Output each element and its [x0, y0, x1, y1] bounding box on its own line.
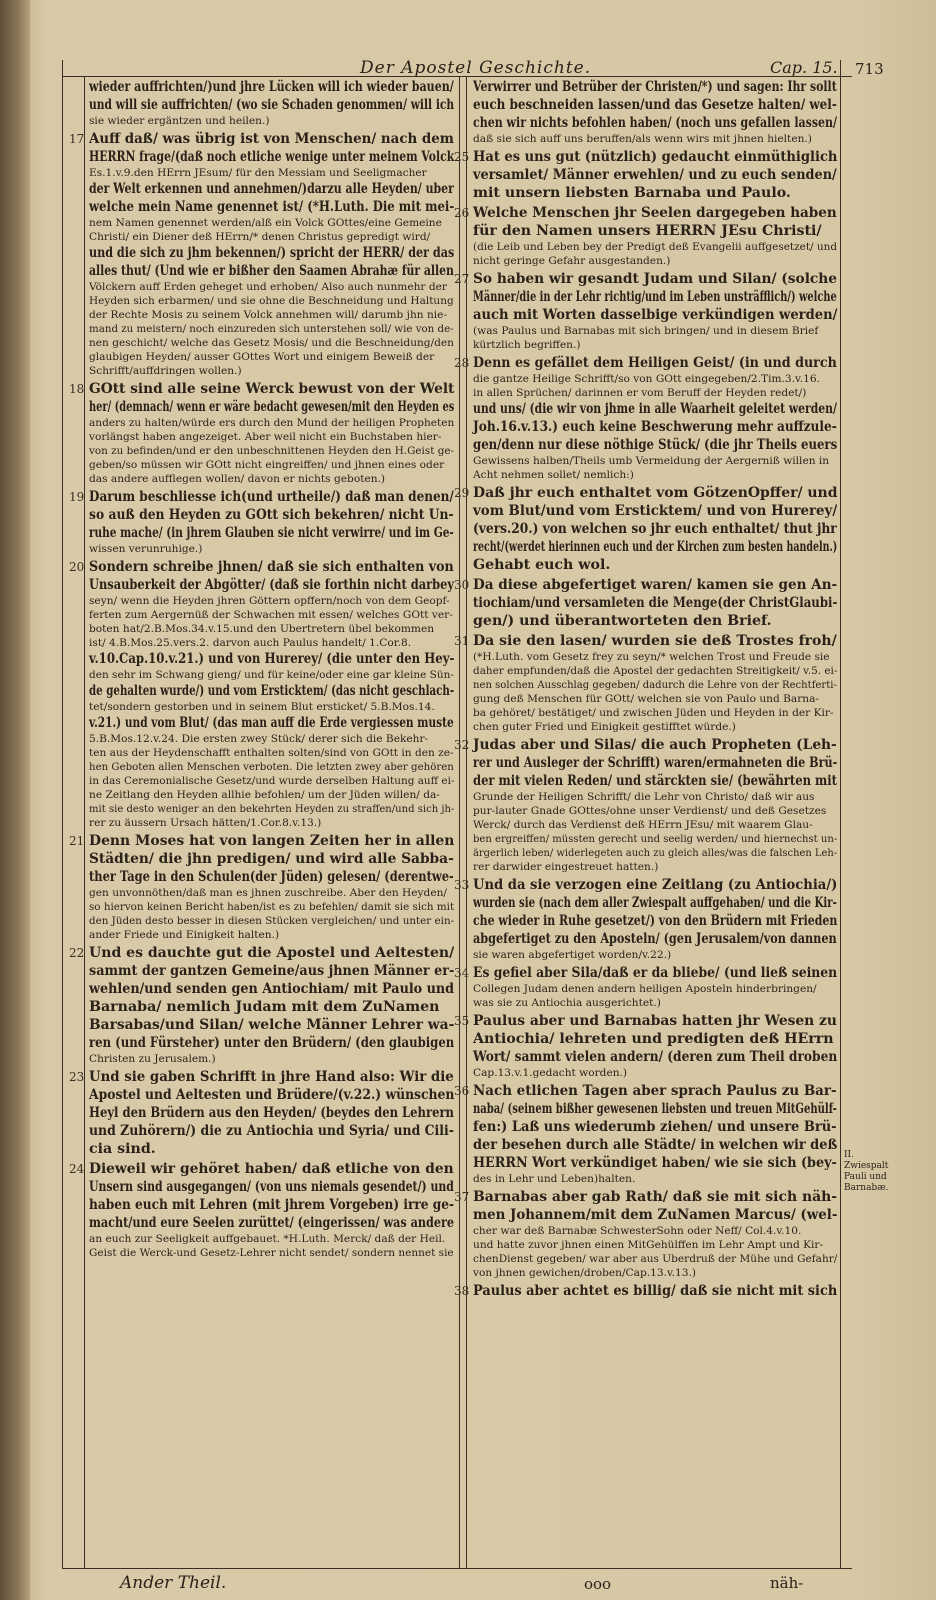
text-line: Dieweil wir gehöret haben/ daß etliche von den — [89, 1161, 454, 1177]
verse-block — [473, 78, 837, 146]
text-line: und uns/ (die wir von jhme in alle Waarheit geleitet werden/ — [473, 401, 837, 417]
text-line: chenDienst gegeben/ war aber aus Uberdruß der Mühe und Gefahr/ — [473, 1253, 838, 1265]
text-line: (was Paulus und Barnabas mit sich bringen/ und in diesem Brief — [473, 325, 819, 337]
text-line: Werck/ durch das Verdienst deß HErrn JEsu/ mit waarem Glau- — [473, 819, 813, 831]
signature-mark: ooo — [584, 1575, 612, 1593]
verse-block — [473, 1188, 837, 1280]
text-line: Heyl den Brüdern aus den Heyden/ (beydes den Lehrern — [89, 1105, 454, 1121]
column-rule-a — [459, 76, 460, 1568]
text-line: wissen verunruhige.) — [89, 543, 203, 555]
text-line: 5.B.Mos.12.v.24. Die ersten zwey Stück/ derer sich die Bekehr- — [89, 733, 429, 745]
text-line: v.21.) und vom Blut/ (das man auff die Erde vergiessen muste — [89, 715, 454, 731]
text-line: von zu befinden/und er den unbeschnittenen Heyden den H.Geist ge- — [89, 445, 455, 457]
text-line: ne Zeitlang den Heyden allhie befohlen/ um der Jüden willen/ da- — [89, 789, 440, 801]
text-line: ther Tage in den Schulen(der Jüden) gelesen/ (derentwe- — [89, 869, 454, 885]
verse-block — [473, 576, 837, 630]
text-line: Acht nehmen sollet/ nemlich:) — [473, 469, 634, 481]
text-line: was sie zu Antiochia ausgerichtet.) — [473, 997, 661, 1009]
text-line: Christi/ ein Diener deß HErrn/* denen Christus gepredigt wird/ — [89, 231, 431, 243]
verse-number: 33 — [454, 878, 470, 892]
text-line: Städten/ die jhn predigen/ und wird alle Sabba- — [89, 851, 454, 867]
text-line: ren (und Fürsteher) unter den Brüdern/ (den glaubigen — [89, 1035, 455, 1051]
text-line: (die Leib und Leben bey der Predigt deß Evangelii auffgesetzet/ und — [473, 241, 838, 253]
text-line: welche mein Name genennet ist/ (*H.Luth. Die mit mei- — [89, 199, 455, 215]
margin-note: II. Zwiespalt Pauli und Barnabæ. — [844, 1150, 889, 1193]
text-line: der Rechte Mosis zu seinem Volck annehmen will/ darumb jhn nie- — [89, 309, 448, 321]
text-line: wehlen/und senden gen Antiochiam/ mit Paulo und — [89, 981, 455, 997]
running-title: Der Apostel Geschichte. — [360, 58, 592, 78]
text-line: Nach etlichen Tagen aber sprach Paulus zu Bar- — [473, 1083, 837, 1099]
verse-number: 20 — [69, 560, 85, 574]
text-line: ärgerlich leben/ widerlegeten auch zu gleich alles/was die falschen Leh- — [473, 847, 838, 859]
verse-block — [473, 736, 837, 874]
verse-number: 23 — [69, 1070, 85, 1084]
text-line: GOtt sind alle seine Werck bewust von der Welt — [89, 381, 455, 397]
text-line: wieder auffrichten/)und jhre Lücken will ich wieder bauen/ — [89, 79, 454, 95]
text-line: gen unvonnöthen/daß man es jhnen zuschreibe. Aber den Heyden/ — [89, 887, 447, 899]
text-line: vorlängst haben angezeiget. Aber weil nicht ein Buchstaben hier- — [89, 431, 442, 443]
text-line: her/ (demnach/ wenn er wäre bedacht gewesen/mit den Heyden es — [89, 399, 455, 415]
verse-block — [89, 1160, 454, 1260]
text-line: Schrifft/auffdringen wollen.) — [89, 365, 242, 377]
verse-block — [473, 964, 837, 1010]
text-line: Daß jhr euch enthaltet vom GötzenOpffer/ und — [473, 485, 838, 501]
text-line: Völckern auff Erden geheget und erhoben/ Also auch nunmehr der — [89, 281, 447, 293]
text-line: Da diese abgefertiget waren/ kamen sie gen An- — [473, 577, 838, 593]
text-line: Judas aber und Silas/ die auch Propheten (Leh- — [473, 737, 837, 753]
text-line: naba/ (seinem bißher gewesenen liebsten und treuen MitGehülf- — [473, 1101, 837, 1117]
verse-block — [473, 1082, 837, 1186]
text-line: Gewissens halben/Theils umb Vermeidung der Aergerniß willen in — [473, 455, 830, 467]
left-rule-inner — [84, 76, 85, 1568]
text-line: den sehr im Schwang gieng/ und für keine/oder eine gar kleine Sün- — [89, 669, 454, 681]
text-line: nen solchen Ausschlag gegeben/ dadurch die Lehre von der Rechtferti- — [473, 679, 837, 691]
text-line: HERRN Wort verkündiget haben/ wie sie sich (bey- — [473, 1155, 837, 1171]
text-line: der besehen durch alle Städte/ in welchen wir deß — [473, 1137, 838, 1153]
text-line: wurden sie (nach dem aller Zwiespalt auffgehaben/ und die Kir- — [473, 895, 837, 911]
text-line: der mit vielen Reden/ und stärckten sie/ (bewährten mit — [473, 773, 837, 789]
verse-block — [89, 558, 454, 830]
text-line: auch mit Worten dasselbige verkündigen werden/ — [473, 307, 838, 323]
text-line: pur-lauter Gnade GOttes/ohne unser Verdienst/ und deß Gesetzes — [473, 805, 827, 817]
text-line: Welche Menschen jhr Seelen dargegeben haben — [473, 205, 837, 221]
text-line: versamlet/ Männer erwehlen/ und zu euch senden/ — [473, 167, 837, 183]
text-line: tiochiam/und versamleten die Menge(der ChristGlaubi- — [473, 595, 838, 611]
verse-number: 18 — [69, 382, 85, 396]
text-line: che wieder in Ruhe gesetzet/) von den Brüdern mit Frieden — [473, 913, 838, 929]
text-line: das andere aufflegen wollen/ davon er nichts geboten.) — [89, 473, 386, 485]
text-line: Antiochia/ lehreten und predigten deß HErrn — [473, 1031, 834, 1047]
page-number: 713 — [855, 60, 884, 78]
text-line: abgefertiget zu den Aposteln/ (gen Jerusalem/von dannen — [473, 931, 837, 947]
text-line: Barnaba/ nemlich Judam mit dem ZuNamen — [89, 999, 440, 1015]
text-line: den Jüden desto besser in diesen Stücken vergleichen/ und unter ein- — [89, 915, 455, 927]
verse-number: 25 — [454, 150, 470, 164]
text-line: (*H.Luth. vom Gesetz frey zu seyn/* welchen Trost und Freude sie — [473, 651, 830, 663]
text-line: für den Namen unsers HERRN JEsu Christi/ — [473, 223, 822, 239]
verse-block — [473, 1012, 837, 1080]
text-line: mand zu meistern/ noch einzureden sich unterstehen soll/ wie von de- — [89, 323, 454, 335]
verse-number: 29 — [454, 486, 470, 500]
text-line: hen Geboten allen Menschen verboten. Die letzten zwey aber gehören — [89, 761, 454, 773]
text-line: Es gefiel aber Sila/daß er da bliebe/ (und ließ seinen — [473, 965, 838, 981]
text-line: und will sie auffrichten/ (wo sie Schaden genommen/ will ich — [89, 97, 455, 113]
verse-block — [89, 78, 454, 128]
text-line: nen geschicht/ welche das Gesetz Mosis/ und die Beschneidung/den — [89, 337, 454, 349]
verse-number: 35 — [454, 1014, 470, 1028]
text-line: Heyden sich erbarmen/ und sie ohne die Beschneidung und Haltung — [89, 295, 454, 307]
book-binding — [0, 0, 30, 1600]
text-line: Verwirrer und Betrüber der Christen/*) und sagen: Ihr sollt — [473, 79, 837, 95]
text-line: Collegen Judam denen andern heiligen Aposteln hinderbringen/ — [473, 983, 817, 995]
text-line: Unsauberkeit der Abgötter/ (daß sie forthin nicht darbey — [89, 577, 455, 593]
text-line: ferten zum Aergernüß der Schwachen mit essen/ welches GOtt ver- — [89, 609, 453, 621]
text-line: de gehalten wurde/) und vom Ersticktem/ (das nicht geschlach- — [89, 683, 455, 699]
text-line: Joh.16.v.13.) euch keine Beschwerung mehr auffzule- — [473, 419, 837, 435]
verse-block — [89, 380, 454, 486]
text-line: cia sind. — [89, 1141, 156, 1157]
text-line: und hatte zuvor jhnen einen MitGehülffen im Lehr Ampt und Kir- — [473, 1239, 824, 1251]
verse-number: 34 — [454, 966, 470, 980]
verse-block — [473, 354, 837, 482]
text-line: gung deß Menschen für GOtt/ welchen sie von Paulo und Barna- — [473, 693, 819, 705]
verse-number: 22 — [69, 946, 85, 960]
text-line: rer und Ausleger der Schrifft) waren/ermahneten die Brü- — [473, 755, 838, 771]
text-line: des in Lehr und Leben)halten. — [473, 1173, 636, 1185]
text-line: mit unsern liebsten Barnaba und Paulo. — [473, 185, 791, 201]
text-line: recht/(werdet hierinnen euch und der Kirchen zum besten handeln.) — [473, 539, 838, 555]
verse-block — [473, 876, 837, 962]
text-line: in allen Sprüchen/ darinnen er vom Beruff der Heyden redet/) — [473, 387, 807, 399]
verse-number: 36 — [454, 1084, 470, 1098]
verse-number: 26 — [454, 206, 470, 220]
text-line: Sondern schreibe jhnen/ daß sie sich enthalten von — [89, 559, 454, 575]
text-line: macht/und eure Seelen zurüttet/ (eingerissen/ was andere — [89, 1215, 455, 1231]
text-line: ruhe mache/ (in jhrem Glauben sie nicht verwirre/ und im Ge- — [89, 525, 454, 541]
left-column — [69, 78, 455, 1262]
verse-block — [89, 944, 454, 1066]
verse-number: 27 — [454, 272, 470, 286]
text-line: anders zu halten/würde ers durch den Mund der heiligen Propheten — [89, 417, 455, 429]
text-line: daß sie sich auff uns beruffen/als wenn wirs mit jhnen hielten.) — [473, 133, 812, 145]
text-line: So haben wir gesandt Judam und Silan/ (solche — [473, 271, 838, 287]
text-line: sie waren abgefertiget worden/v.22.) — [473, 949, 672, 961]
chapter-label: Cap. 15. — [770, 58, 838, 77]
text-line: sammt der gantzen Gemeine/aus jhnen Männer er- — [89, 963, 455, 979]
text-line: alles thut/ (Und wie er bißher den Saamen Abrahæ für allen — [89, 263, 454, 279]
text-line: Denn es gefället dem Heiligen Geist/ (in und durch — [473, 355, 837, 371]
text-line: Denn Moses hat von langen Zeiten her in allen — [89, 833, 455, 849]
text-line: men Johannem/mit dem ZuNamen Marcus/ (wel- — [473, 1207, 838, 1223]
text-line: und Zuhörern/) die zu Antiochia und Syria/ und Cili- — [89, 1123, 454, 1139]
text-line: (vers.20.) von welchen so jhr euch enthaltet/ thut jhr — [473, 521, 837, 537]
text-line: Grunde der Heiligen Schrifft/ die Lehr von Christo/ daß wir aus — [473, 791, 815, 803]
text-line: Auff daß/ was übrig ist von Menschen/ nach dem — [89, 131, 454, 147]
verse-block — [89, 1068, 454, 1158]
text-line: Da sie den lasen/ wurden sie deß Trostes froh/ — [473, 633, 837, 649]
verse-number: 31 — [454, 634, 470, 648]
text-line: Hat es uns gut (nützlich) gedaucht einmüthiglich — [473, 149, 838, 165]
text-line: Und sie gaben Schrifft in jhre Hand also: Wir die — [89, 1069, 454, 1085]
verse-number: 30 — [454, 578, 470, 592]
verse-block — [89, 832, 454, 942]
text-line: Cap.13.v.1.gedacht worden.) — [473, 1067, 628, 1079]
text-line: rer darwider eingestreuet hatten.) — [473, 861, 659, 873]
text-line: Geist die Werck-und Gesetz-Lehrer nicht sendet/ sondern nennet sie — [89, 1247, 454, 1259]
verse-block — [473, 204, 837, 268]
part-label: Ander Theil. — [120, 1573, 227, 1593]
text-line: so auß den Heyden zu GOtt sich bekehren/ nicht Un- — [89, 507, 454, 523]
verse-number: 19 — [69, 490, 85, 504]
text-line: der Welt erkennen und annehmen/)darzu alle Heyden/ uber — [89, 181, 454, 197]
text-line: so hiervon keinen Bericht haben/ist es zu befehlen/ damit sie sich mit — [89, 901, 455, 913]
text-line: Wort/ sammt vielen andern/ (deren zum Theil droben — [473, 1049, 838, 1065]
text-line: boten hat/2.B.Mos.34.v.15.und den Ubertretern übel bekommen — [89, 623, 435, 635]
verse-block — [473, 1282, 837, 1300]
verse-block — [473, 632, 837, 734]
text-line: Darum beschliesse ich(und urtheile/) daß man denen/ — [89, 489, 454, 505]
verse-number: 24 — [69, 1162, 85, 1176]
verse-number: 28 — [454, 356, 470, 370]
text-line: mit sie desto weniger an den bekehrten Heyden zu straffen/und sich jh- — [89, 803, 455, 815]
text-line: daher empfunden/daß die Apostel der gedachten Streitigkeit/ v.5. ei- — [473, 665, 838, 677]
catchword: näh- — [770, 1574, 804, 1592]
text-line: ben ergreiffen/ müssten gerecht und seelig werden/ und hiernechst un- — [473, 833, 838, 845]
text-line: euch beschneiden lassen/und das Gesetze halten/ wel- — [473, 97, 837, 113]
text-line: cher war deß Barnabæ SchwesterSohn oder Neff/ Col.4.v.10. — [473, 1225, 802, 1237]
verse-block — [89, 130, 454, 378]
text-line: glaubigen Heyden/ ausser GOttes Wort und einigem Beweiß der — [89, 351, 435, 363]
verse-block — [473, 484, 837, 574]
text-line: Männer/die in der Lehr richtig/und im Leben unsträfflich/) welche — [473, 289, 837, 305]
text-line: HERRN frage/(daß noch etliche wenige unter meinem Volck — [89, 149, 455, 165]
text-line: chen wir nichts befohlen haben/ (noch uns gefallen lassen/ — [473, 115, 838, 131]
text-line: ander Friede und Einigkeit halten.) — [89, 929, 280, 941]
text-line: v.10.Cap.10.v.21.) und von Hurerey/ (die unter den Hey- — [89, 651, 455, 667]
text-line: gen/) und überantworteten den Brief. — [473, 613, 772, 629]
text-line: Und da sie verzogen eine Zeitlang (zu Antiochia/) — [473, 877, 838, 893]
text-line: an euch zur Seeligkeit auffgebauet. *H.Luth. Merck/ daß der Heil. — [89, 1233, 446, 1245]
text-line: nicht geringe Gefahr ausgestanden.) — [473, 255, 671, 267]
text-line: Apostel und Aeltesten und Brüdere/(v.22.) wünschen — [89, 1087, 455, 1103]
left-rule-outer — [62, 60, 63, 1568]
text-line: vom Blut/und vom Ersticktem/ und von Hurerey/ — [473, 503, 838, 519]
text-line: Paulus aber und Barnabas hatten jhr Wesen zu — [473, 1013, 837, 1029]
verse-block — [89, 488, 454, 556]
text-line: fen:) Laß uns wiederumb ziehen/ und unsere Brü- — [473, 1119, 837, 1135]
text-line: Unsern sind ausgegangen/ (von uns niemals gesendet/) und — [89, 1179, 454, 1195]
text-line: geben/so müssen wir GOtt nicht eingreiffen/ und jhnen eines oder — [89, 459, 445, 471]
text-line: rer zu äussern Ursach hätten/1.Cor.8.v.13.) — [89, 817, 322, 829]
text-line: kürtzlich begriffen.) — [473, 339, 581, 351]
text-line: nem Namen genennet werden/alß ein Volck GOttes/eine Gemeine — [89, 217, 442, 229]
text-line: Christen zu Jerusalem.) — [89, 1053, 216, 1065]
verse-block — [473, 270, 837, 352]
text-line: sie wieder ergäntzen und heilen.) — [89, 115, 270, 127]
text-line: Gehabt euch wol. — [473, 557, 611, 573]
text-line: in das Ceremonialische Gesetz/und wurde derselben Haltung auff ei- — [89, 775, 455, 787]
text-line: Paulus aber achtet es billig/ daß sie nicht mit sich — [473, 1283, 838, 1299]
text-line: gen/denn nur diese nöthige Stück/ (die jhr Theils euers — [473, 437, 838, 453]
verse-block — [473, 148, 837, 202]
column-rule-b — [466, 76, 467, 1568]
bottom-rule — [62, 1568, 852, 1569]
text-line: ist/ 4.B.Mos.25.vers.2. darvon auch Paulus handelt/ 1.Cor.8. — [89, 637, 412, 649]
text-line: die gantze Heilige Schrifft/so von GOtt eingegeben/2.Tim.3.v.16. — [473, 373, 820, 385]
verse-number: 21 — [69, 834, 85, 848]
verse-number: 17 — [69, 132, 85, 146]
text-line: chen guter Fried und Einigkeit gestifftet würde.) — [473, 721, 736, 733]
text-line: Barnabas aber gab Rath/ daß sie mit sich näh- — [473, 1189, 838, 1205]
text-line: tet/sondern gestorben und in seinem Blut ersticket/ 5.B.Mos.14. — [89, 701, 435, 713]
text-line: seyn/ wenn die Heyden jhren Göttern opffern/noch von dem Geopf- — [89, 595, 450, 607]
text-line: Es.1.v.9.den HErrn JEsum/ für den Messiam und Seeligmacher — [89, 167, 427, 179]
text-line: von jhnen gewichen/droben/Cap.13.v.13.) — [473, 1267, 697, 1279]
text-line: ba gehöret/ bestätiget/ und zwischen Jüden und Heyden in der Kir- — [473, 707, 834, 719]
right-column — [454, 78, 838, 1302]
verse-number: 32 — [454, 738, 470, 752]
text-line: Barsabas/und Silan/ welche Männer Lehrer wa- — [89, 1017, 455, 1033]
verse-number: 38 — [454, 1284, 470, 1298]
text-line: und die sich zu jhm bekennen/) spricht der HERR/ der das — [89, 245, 455, 261]
verse-number: 37 — [454, 1190, 470, 1204]
text-line: haben euch mit Lehren (mit jhrem Vorgeben) irre ge- — [89, 1197, 455, 1213]
text-line: ten aus der Heydenschafft enthalten solten/sind von GOtt in den ze- — [89, 747, 454, 759]
text-line: Und es dauchte gut die Apostel und Aeltesten/ — [89, 945, 455, 961]
right-rule — [840, 60, 841, 1568]
